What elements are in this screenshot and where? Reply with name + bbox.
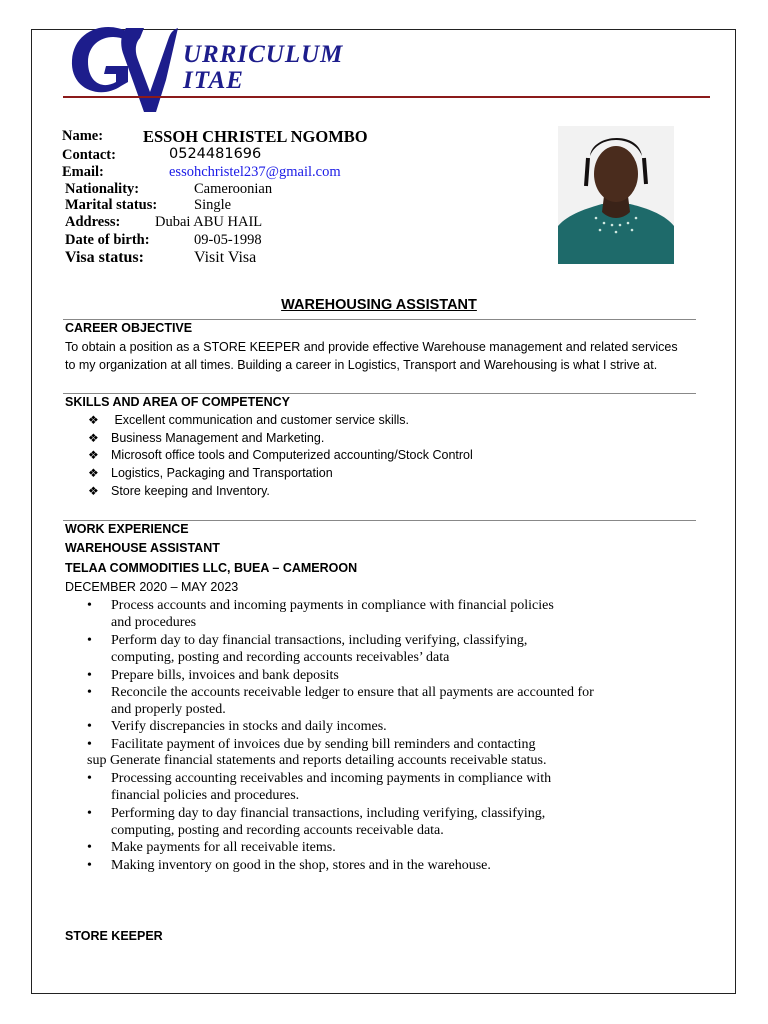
cv-title-line2: ITAE: [183, 67, 244, 94]
dob-value: 09-05-1998: [194, 232, 262, 248]
address-value: Dubai ABU HAIL: [155, 214, 263, 230]
skill-item: ❖ Microsoft office tools and Computerized accounting/Stock Control: [88, 448, 473, 462]
job-role: WAREHOUSE ASSISTANT: [65, 541, 220, 555]
duty-item: • Facilitate payment of invoices due by sending bill reminders and contacting: [87, 737, 536, 752]
duty-item: • Reconcile the accounts receivable ledger to ensure that all payments are accounted for and properly posted.: [87, 685, 594, 718]
nationality-label: Nationality:: [65, 181, 140, 197]
candidate-name: ESSOH CHRISTEL NGOMBO: [143, 127, 368, 146]
objective-text: [65, 338, 705, 374]
skill-item: ❖ Excellent communication and customer service skills.: [88, 413, 410, 427]
email-label: Email:: [62, 164, 104, 180]
divider: [63, 393, 696, 394]
diamond-bullet-icon: ❖: [88, 484, 99, 498]
email-link[interactable]: essohchristel237@gmail.com: [169, 164, 341, 180]
next-role-heading: STORE KEEPER: [65, 929, 163, 943]
marital-label: Marital status:: [65, 197, 158, 213]
duty-item: • Verify discrepancies in stocks and daily incomes.: [87, 719, 387, 734]
duty-item: • Performing day to day financial transactions, including verifying, classifying, computing, posting and recording accounts receivable data.: [87, 806, 546, 839]
company-name: TELAA COMMODITIES LLC, BUEA – CAMEROON: [65, 561, 358, 575]
address-label: Address:: [65, 214, 121, 230]
duty-item: • Make payments for all receivable items.: [87, 840, 336, 855]
skills-heading: SKILLS AND AREA OF COMPETENCY: [65, 395, 291, 409]
objective-line: to my organization at all times. Building a career in Logistics, Transport and Warehousing is what I strive at.: [65, 358, 658, 372]
duty-item: • Making inventory on good in the shop, stores and in the warehouse.: [87, 858, 491, 873]
duty-plain-line: sup Generate financial statements and reports detailing accounts receivable status.: [87, 753, 547, 768]
objective-line: To obtain a position as a STORE KEEPER and provide effective Warehouse management and related services: [65, 340, 678, 354]
duty-item: • Processing accounting receivables and incoming payments in compliance with financial policies and procedures.: [87, 771, 552, 804]
diamond-bullet-icon: ❖: [88, 466, 99, 480]
logo-letters: CV: [66, 20, 68, 21]
cv-logo: [66, 20, 181, 116]
visa-label: Visa status:: [65, 249, 144, 266]
cv-title-line1: URRICULUM: [183, 41, 344, 68]
diamond-bullet-icon: ❖: [88, 448, 99, 462]
visa-value: Visit Visa: [194, 249, 257, 266]
header-divider: [63, 96, 710, 98]
duty-item: • Process accounts and incoming payments in compliance with financial policies and procedures: [87, 598, 554, 631]
duty-item: • Perform day to day financial transactions, including verifying, classifying, computing, posting and recording accounts receivables’ data: [87, 633, 528, 666]
diamond-bullet-icon: ❖: [88, 413, 99, 427]
marital-value: Single: [194, 197, 232, 213]
skill-item: ❖ Store keeping and Inventory.: [88, 484, 270, 498]
contact-label: Contact:: [62, 147, 116, 163]
diamond-bullet-icon: ❖: [88, 431, 99, 445]
duty-item: • Prepare bills, invoices and bank deposits: [87, 668, 339, 683]
divider: [63, 520, 696, 521]
contact-value: 0524481696: [169, 146, 262, 162]
nationality-value: Cameroonian: [194, 181, 273, 197]
name-label: Name:: [62, 128, 104, 144]
job-period: DECEMBER 2020 – MAY 2023: [65, 580, 239, 594]
document-title: WAREHOUSING ASSISTANT: [281, 297, 477, 313]
objective-heading: CAREER OBJECTIVE: [65, 321, 193, 335]
skill-item: ❖ Logistics, Packaging and Transportation: [88, 466, 333, 480]
divider: [63, 319, 696, 320]
profile-photo: [558, 126, 674, 264]
experience-heading: WORK EXPERIENCE: [65, 522, 189, 536]
dob-label: Date of birth:: [65, 232, 150, 248]
skill-item: ❖ Business Management and Marketing.: [88, 431, 325, 445]
